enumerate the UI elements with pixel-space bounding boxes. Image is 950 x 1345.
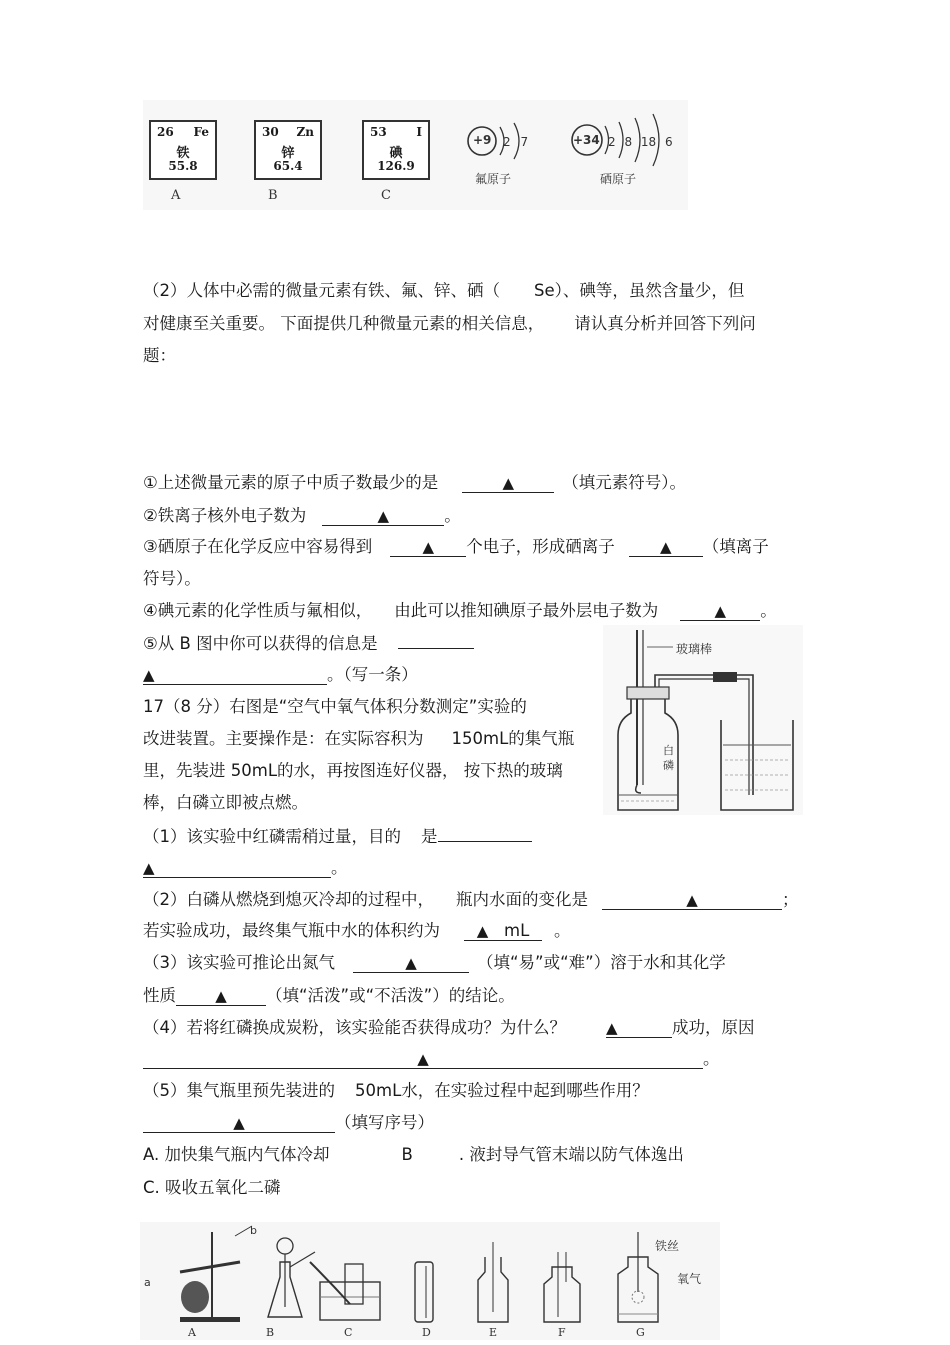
fluorine-shells: 2 7 bbox=[503, 135, 529, 149]
q17-sub4: （4）若将红磷换成炭粉，该实验能否获得成功？为什么？ ▲ 成功，原因 bbox=[143, 1018, 755, 1037]
q2-line1: （2）人体中必需的微量元素有铁、氟、锌、硒（ Se）、碘等，虽然含量少，但 bbox=[143, 281, 745, 300]
selenium-shells: 2 8 18 6 bbox=[608, 135, 673, 149]
q17-sub1-cont: ▲ 。 bbox=[143, 858, 348, 877]
selenium-label: 硒原子 bbox=[600, 172, 637, 186]
q17-line4: 棒，白磷立即被点燃。 bbox=[143, 793, 308, 812]
q17-sub5-cont: ▲ （填写序号） bbox=[143, 1112, 434, 1134]
item-5-cont: ▲ 。（写一条） bbox=[143, 665, 418, 684]
q17-sub2: （2）白磷从燃烧到熄灭冷却的过程中， 瓶内水面的变化是 ▲ ； bbox=[143, 890, 799, 909]
item-2: ②铁离子核外电子数为 ▲ 。 bbox=[143, 506, 461, 525]
element-cell-fe: 26 Fe 铁 55.8 bbox=[149, 120, 217, 180]
glass-rod-label: 玻璃棒 bbox=[676, 642, 713, 656]
fluorine-nucleus: +9 bbox=[473, 133, 492, 147]
q17-sub5: （5）集气瓶里预先装进的 50mL水，在实验过程中起到哪些作用？ bbox=[143, 1081, 649, 1100]
bottom-label-f: F bbox=[558, 1326, 566, 1339]
phosphorus-label-1: 白 bbox=[663, 744, 674, 757]
element-cell-zn: 30 Zn 锌 65.4 bbox=[254, 120, 322, 180]
item-3-cont: 符号）。 bbox=[143, 569, 201, 588]
q17-line1: 17（8 分）右图是“空气中氧气体积分数测定”实验的 bbox=[143, 697, 527, 716]
oxygen-label: 氧气 bbox=[677, 1272, 702, 1286]
bottom-label-b: B bbox=[266, 1326, 275, 1339]
bottom-label-c: C bbox=[344, 1326, 353, 1339]
item-5: ⑤从 B 图中你可以获得的信息是 bbox=[143, 633, 474, 655]
bottom-label-d: D bbox=[422, 1326, 431, 1339]
q2-line3: 题： bbox=[143, 346, 176, 365]
bottom-apparatus-figure bbox=[140, 1222, 720, 1340]
q17-line2: 改进装置。主要操作是：在实际容积为 150mL的集气瓶 bbox=[143, 729, 575, 748]
element-cell-i: 53 I 碘 126.9 bbox=[362, 120, 430, 180]
q17-sub4-cont: ▲ 。 bbox=[143, 1048, 720, 1070]
fluorine-label: 氟原子 bbox=[475, 172, 512, 186]
q2-line2: 对健康至关重要。 下面提供几种微量元素的相关信息， 请认真分析并回答下列问 bbox=[143, 314, 756, 333]
q17-line3: 里，先装进 50mL的水，再按图连好仪器， 按下热的玻璃 bbox=[143, 761, 563, 780]
cell-label-b: B bbox=[268, 188, 278, 203]
bottom-label-a: A bbox=[188, 1326, 196, 1339]
q17-sub3-cont: 性质 ▲ （填“活泼”或“不活泼”）的结论。 bbox=[143, 986, 515, 1005]
option-c: C. 吸收五氧化二磷 bbox=[143, 1178, 281, 1197]
q17-sub3: （3）该实验可推论出氮气 ▲ （填“易”或“难”）溶于水和其化学 bbox=[143, 953, 726, 972]
cell-label-a: A bbox=[171, 188, 181, 203]
item-1: ①上述微量元素的原子中质子数最少的是 ▲ （填元素符号）。 bbox=[143, 473, 687, 492]
iron-wire-label: 铁丝 bbox=[655, 1239, 680, 1253]
label-small-b: b bbox=[250, 1224, 257, 1237]
q17-sub1: （1）该实验中红磷需稍过量，目的 是 bbox=[143, 826, 532, 848]
bottom-label-e: E bbox=[489, 1326, 498, 1339]
item-3: ③硒原子在化学反应中容易得到 ▲ 个电子，形成硒离子 ▲ （填离子 bbox=[143, 537, 769, 556]
q17-sub2-cont: 若实验成功，最终集气瓶中水的体积约为 ▲ mL 。 bbox=[143, 921, 571, 940]
option-a: A. 加快集气瓶内气体冷却 B . 液封导气管末端以防气体逸出 bbox=[143, 1145, 684, 1164]
cell-label-c: C bbox=[381, 188, 391, 203]
bottom-label-g: G bbox=[636, 1326, 645, 1339]
label-small-a: a bbox=[144, 1276, 151, 1289]
selenium-nucleus: +34 bbox=[573, 133, 600, 147]
phosphorus-label-2: 磷 bbox=[663, 759, 674, 772]
item-4: ④碘元素的化学性质与氟相似， 由此可以推知碘原子最外层电子数为 ▲ 。 bbox=[143, 601, 777, 620]
